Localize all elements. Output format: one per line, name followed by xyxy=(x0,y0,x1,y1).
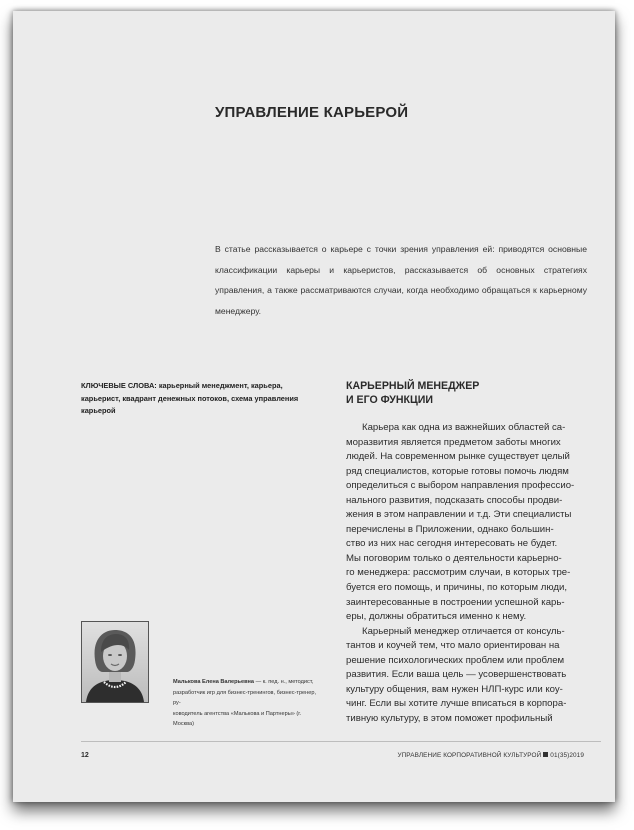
journal-issue: 01(35)2019 xyxy=(550,752,584,759)
body-line: нального развития, подсказать способы продви- xyxy=(346,494,563,506)
body-line: Карьера как одна из важнейших областей са- xyxy=(362,422,566,433)
author-role-line: разработчик игр для бизнес-тренингов, бизнес-тренер, ру- xyxy=(173,689,317,706)
keywords-label: КЛЮЧЕВЫЕ СЛОВА: xyxy=(81,381,157,390)
keywords-block xyxy=(81,380,313,418)
author-portrait-icon xyxy=(82,622,148,702)
author-info xyxy=(173,677,323,730)
body-line: буется его помощь, и причины, по которым люди, xyxy=(346,582,567,594)
journal-page xyxy=(13,11,615,802)
body-line: еры, должны обратиться именно к нему. xyxy=(346,611,527,623)
author-role-line: ководитель агентства «Малькова и Партнеры» (г. Москва) xyxy=(173,710,302,727)
square-icon xyxy=(543,752,548,757)
section-body xyxy=(346,421,596,726)
body-line: го менеджера: рассмотрим случаи, в которых тре- xyxy=(346,567,571,579)
journal-name: УПРАВЛЕНИЕ КОРПОРАТИВНОЙ КУЛЬТУРОЙ xyxy=(397,752,542,759)
body-line: заинтересованные в построении успешной карь- xyxy=(346,596,565,608)
body-line: тантов и коучей тем, что мало ориентирован на xyxy=(346,640,560,652)
page-number: 12 xyxy=(81,752,89,759)
body-line: жения в этом направлении и т.д. Эти специалисты xyxy=(346,509,572,521)
keywords-text: карьерный менеджмент, карьера, карьерист, квадрант денежных потоков, схема управления карьерой xyxy=(81,381,299,415)
section-heading-line2: И ЕГО ФУНКЦИИ xyxy=(346,394,433,406)
article-title: УПРАВЛЕНИЕ КАРЬЕРОЙ xyxy=(215,104,409,121)
body-line: ство из них нас сегодня интересовать не будет. xyxy=(346,538,558,550)
section-heading-line1: КАРЬЕРНЫЙ МЕНЕДЖЕР xyxy=(346,380,480,392)
journal-footer xyxy=(397,752,584,759)
author-name: Малькова Елена Валерьевна xyxy=(173,679,255,685)
body-line: развития. Если ваша цель — усовершенствовать xyxy=(346,669,567,681)
body-line: ряд специалистов, которые готовы помочь людям xyxy=(346,465,569,477)
footer-divider xyxy=(81,741,601,742)
body-line: моразвития является предметом заботы многих xyxy=(346,436,561,448)
section-heading xyxy=(346,379,596,407)
author-photo xyxy=(81,621,149,703)
body-line: перечислены в Приложении, однако большин- xyxy=(346,523,554,535)
author-degree: — к. пед. н., методист, xyxy=(254,679,314,685)
body-line: Карьерный менеджер отличается от консуль- xyxy=(362,625,565,637)
body-line: людей. На современном рынке существует целый xyxy=(346,451,570,463)
body-line: определиться с выбором направления профессио- xyxy=(346,480,575,492)
article-abstract: В статье рассказывается о карьере с точки зрения управления ей: приводятся основные классификации карьеры и карьеристов, рассказывается об основных стратегиях управления, а также рассматриваются случаи, когда необходимо обращаться к карьерному менеджеру. xyxy=(215,244,587,316)
body-line: Мы поговорим только о деятельности карьерно- xyxy=(346,552,562,564)
body-line: тивную культуру, в этом поможет профильный xyxy=(346,712,553,724)
body-line: культуру общения, вам нужен НЛП-курс или коу- xyxy=(346,683,563,695)
body-line: решение психологических проблем или проблем xyxy=(346,654,565,666)
body-line: чинг. Если вы хотите лучше вписаться в корпора- xyxy=(346,698,567,710)
